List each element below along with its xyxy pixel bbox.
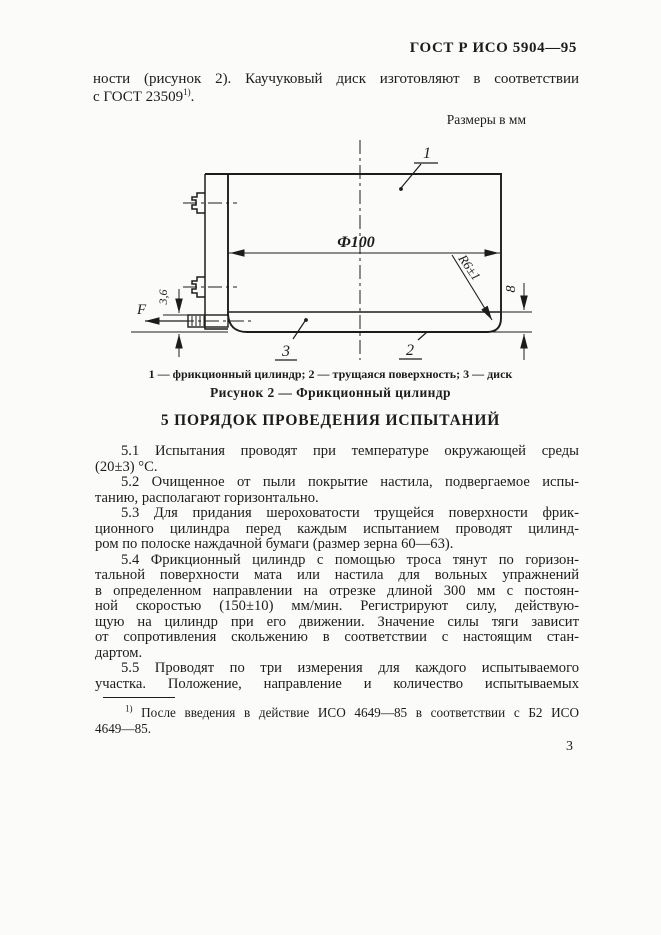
paragraph-line: дартом. <box>95 644 143 661</box>
figure-caption: 1 — фрикционный цилиндр; 2 — трущаяся поверхность; 3 — диск <box>148 367 513 381</box>
paragraph-line: (20±3) °С. <box>95 458 158 475</box>
paragraph-5-2 <box>95 475 579 506</box>
footnote-marker: 1) <box>125 703 133 714</box>
paragraph-line: участка. Положение, направление и количество испытываемых <box>95 675 579 692</box>
radius-label: R6±1 <box>455 251 484 284</box>
offset-dimension <box>156 289 179 357</box>
intro-paragraph <box>93 71 579 106</box>
paragraph-line: в определенном направлении на отрезке длиной 300 мм с постоян- <box>95 582 579 599</box>
paragraph-line: ционного цилиндра перед каждым испытанием проводят цилинд- <box>95 520 579 537</box>
disk-height-label: 8 <box>504 285 519 293</box>
footnote <box>95 705 579 736</box>
figure-title: Рисунок 2 — Фрикционный цилиндр <box>210 385 451 400</box>
part-label-3 <box>275 318 308 360</box>
paragraph-line: 5.2 Очищенное от пыли покрытие настила, подвергаемое испы- <box>121 474 579 490</box>
mounting-plate <box>192 174 228 329</box>
paragraph-line: 5.1 Испытания проводят при температуре окружающей среды <box>121 443 579 459</box>
paragraph-line: ности (рисунок 2). Каучуковый диск изготовляют в соответствии <box>93 71 579 87</box>
footnote-line: 4649—85. <box>95 720 152 736</box>
paragraph-line: ром по полоске наждачной бумаги (размер зерна 60—63). <box>95 536 454 552</box>
footnote-line: $^{1)}$ После введения в действие ИСО 4649—85 в соответствии с Б2 ИСО <box>125 703 579 720</box>
diameter-label: Ф100 <box>337 234 375 251</box>
paragraph-line: с ГОСТ 23509$^{1)}$. <box>93 86 195 105</box>
radius-dimension <box>452 251 492 320</box>
paragraph-line: 5.5 Проводят по три измерения для каждого испытываемого <box>121 660 579 676</box>
section-heading: 5 ПОРЯДОК ПРОВЕДЕНИЯ ИСПЫТАНИЙ <box>160 412 501 429</box>
paragraph-line: щую на цилиндр при его движении. Значение силы тяги зависит <box>95 613 579 630</box>
diameter-dimension <box>229 234 500 253</box>
svg-text:3: 3 <box>282 343 290 360</box>
paragraph-line: тальной поверхности мата или настила для вольных упражнений <box>95 567 579 583</box>
disk-height-dimension <box>504 283 524 360</box>
paragraph-5-1 <box>95 444 579 475</box>
paragraph-5-4 <box>95 553 579 662</box>
part-label-1 <box>399 145 438 191</box>
paragraph-line: от сопротивления скольжению в соответствии с настоящим стан- <box>95 629 579 645</box>
body-text <box>95 444 579 692</box>
paragraph-line: 5.3 Для придания шероховатости трущейся поверхности фрик- <box>121 505 579 521</box>
footnote-rule <box>103 697 175 698</box>
paragraph-line: 5.4 Фрикционный цилиндр с помощью троса тянут по горизон- <box>121 551 579 568</box>
svg-text:1: 1 <box>423 145 431 162</box>
paragraph-5-5 <box>95 661 579 692</box>
paragraph-line: танию, располагают горизонтально. <box>95 489 319 506</box>
units-note: Размеры в мм <box>446 112 526 127</box>
document-header: ГОСТ Р ИСО 5904—95 <box>409 40 577 56</box>
figure-2-drawing <box>125 133 590 395</box>
paragraph-5-3 <box>95 506 579 553</box>
part-label-2 <box>399 332 427 359</box>
offset-label: 3,6 <box>156 289 170 305</box>
paragraph-line: ной скоростью (150±10) мм/мин. Регистрируют силу, действую- <box>95 598 579 614</box>
page-number: 3 <box>566 739 573 754</box>
svg-text:2: 2 <box>406 342 414 359</box>
force-label: F <box>137 302 147 318</box>
footnote-marker: 1) <box>183 86 191 97</box>
